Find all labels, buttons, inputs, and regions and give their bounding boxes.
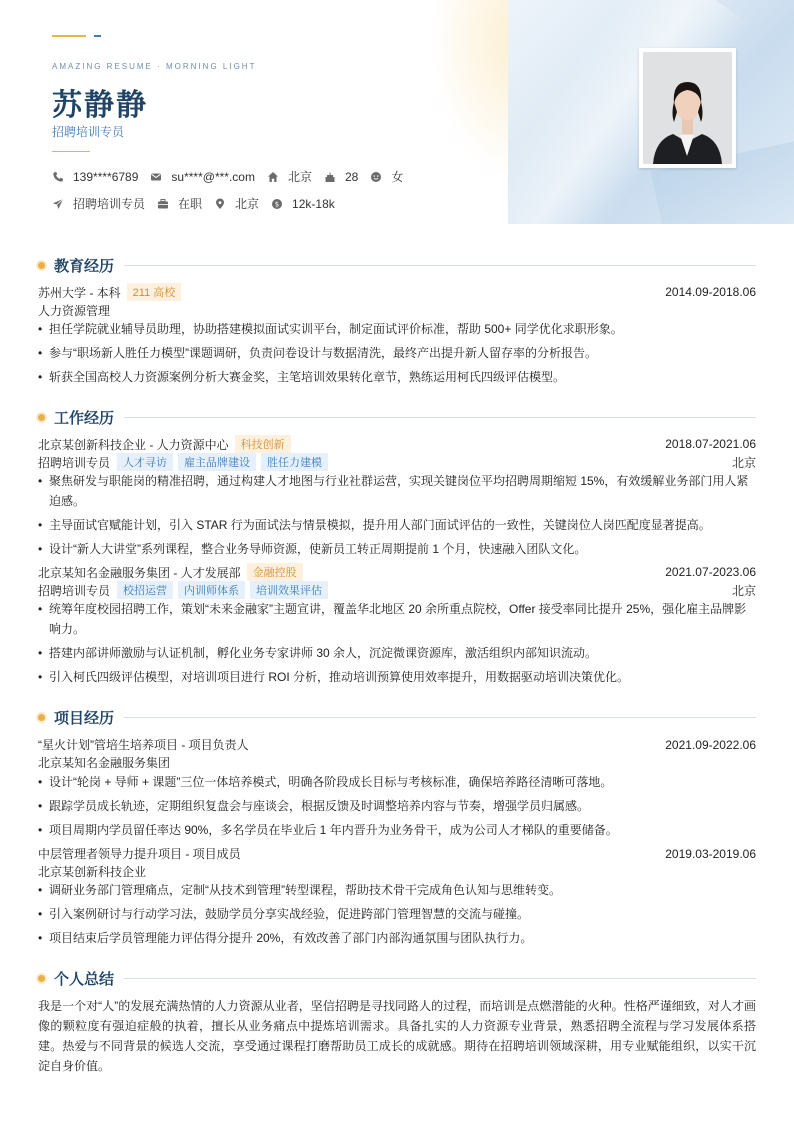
project-org: 北京某知名金融服务集团 [38, 756, 171, 770]
list-item: • 项目周期内学员留任率达 90%，多名学员在毕业后 1 年内晋升为业务骨干，成为公司人才梯队的重要储备。 [38, 820, 756, 840]
list-item: • 聚焦研发与职能岗的精准招聘，通过构建人才地图与行业社群运营，实现关键岗位平均招聘周期缩短 15%，有效缓解业务部门用人紧 迫感。 [38, 471, 756, 511]
job-city: 北京 [731, 583, 756, 598]
school-name: 苏州大学 - 本科 [38, 285, 121, 300]
hometown-item [267, 168, 312, 185]
job-header-line [38, 435, 756, 453]
job-title: 招聘培训专员 [52, 125, 125, 139]
intent-position-text: 招聘培训专员 [73, 197, 146, 211]
job-dates: 2018.07-2021.06 [665, 437, 756, 451]
education-major-line [38, 302, 756, 319]
education-dates: 2014.09-2018.06 [665, 285, 756, 299]
project-org-line [38, 863, 756, 880]
job-role-line [38, 581, 756, 599]
status-item [157, 195, 202, 212]
project-org: 北京某创新科技企业 [38, 865, 147, 879]
intent-city-item [214, 195, 259, 212]
job-dates: 2021.07-2023.06 [665, 565, 756, 579]
candidate-name: 苏静静 [52, 89, 148, 122]
age-item [324, 170, 358, 184]
intent-city-text: 北京 [235, 197, 260, 211]
mail-icon [150, 171, 162, 183]
svg-text:$: $ [274, 200, 280, 209]
section-title: 教育经历 [54, 258, 115, 275]
section-education-heading [38, 255, 756, 276]
project-name: “星火计划”管培生培养项目 - 项目负责人 [38, 738, 249, 752]
skill-tag: 内训师体系 [178, 581, 245, 599]
job-intent-row [52, 195, 347, 212]
section-title: 个人总结 [54, 971, 115, 988]
section-projects-heading [38, 707, 756, 728]
gender-text: 女 [391, 170, 404, 184]
hometown-text: 北京 [287, 170, 312, 184]
skill-tag: 培训效果评估 [250, 581, 328, 599]
job-role: 招聘培训专员 [38, 583, 111, 598]
list-item: • 引入案例研讨与行动学习法，鼓励学员分享实战经验，促进跨部门管理智慧的交流与碰撞。 [38, 904, 756, 924]
list-item: • 项目结束后学员管理能力评估得分提升 20%，有效改善了部门内部沟通氛围与团队执行力。 [38, 928, 756, 948]
skill-tag: 人才寻访 [117, 453, 173, 471]
email-item [150, 170, 255, 184]
job-city: 北京 [731, 455, 756, 470]
contact-row [52, 168, 415, 185]
gender-icon [370, 171, 382, 183]
section-dot [38, 975, 45, 982]
profile-photo-frame [639, 48, 736, 168]
phone-item [52, 170, 138, 184]
skill-tag: 雇主品牌建设 [178, 453, 256, 471]
salary-text: 12k-18k [292, 196, 335, 211]
section-title: 工作经历 [54, 410, 115, 427]
company-tag: 金融控股 [247, 563, 303, 581]
project-header-line [38, 845, 756, 862]
project-dates: 2019.03-2019.06 [665, 846, 756, 861]
job-role: 招聘培训专员 [38, 455, 111, 470]
skill-tag: 校招运营 [117, 581, 173, 599]
list-item: • 参与“职场新人胜任力模型”课题调研，负责问卷设计与数据清洗，最终产出提升新人留存率的分析报告。 [38, 343, 756, 363]
location-icon [214, 198, 226, 210]
list-item: • 引入柯氏四级评估模型，对培训项目进行 ROI 分析，推动培训预算使用效率提升，用数据驱动培训决策优化。 [38, 667, 756, 687]
job-role-line [38, 453, 756, 471]
profile-photo [643, 52, 732, 164]
project-dates: 2021.09-2022.06 [665, 737, 756, 752]
section-dot [38, 262, 45, 269]
decor-line [52, 35, 86, 37]
section-rule [124, 417, 756, 418]
list-item: • 跟踪学员成长轨迹，定期组织复盘会与座谈会，根据反馈及时调整培养内容与节奏，增强学员归属感。 [38, 796, 756, 816]
company-name: 北京某创新科技企业 - 人力资源中心 [38, 437, 229, 452]
cake-icon [324, 171, 336, 183]
company-tag: 科技创新 [235, 435, 291, 453]
section-summary-heading [38, 968, 756, 989]
section-work-heading [38, 407, 756, 428]
job-header-line [38, 563, 756, 581]
section-rule [124, 265, 756, 266]
home-icon [267, 171, 279, 183]
list-item: • 设计“轮岗 + 导师 + 课题”三位一体培养模式，明确各阶段成长目标与考核标准，确保培养路径清晰可落地。 [38, 772, 756, 792]
education-header-line [38, 283, 756, 301]
phone-icon [52, 171, 64, 183]
list-item: • 调研业务部门管理痛点，定制“从技术到管理”转型课程，帮助技术骨干完成角色认知与思维转变。 [38, 880, 756, 900]
summary-text: 我是一个对“人”的发展充满热情的人力资源从业者，坚信招聘是寻找同路人的过程，而培训是点燃潜能的火种。性格严谨细致，对人才画像的颗粒度有强迫症般的执着，擅长从业务痛点中提炼培训需求。具备扎实的人力资源专业背景，熟悉招聘全流程与学习发展体系搭建。热爱与不同背景的候选人交流，享受通过课程打磨帮助员工成长的成就感。期待在招聘培训领域深耕，用专业赋能组织，以实干沉淀自身价值。 [38, 999, 756, 1073]
project-header-line [38, 736, 756, 753]
salary-item [271, 197, 335, 211]
section-dot [38, 414, 45, 421]
skill-tag: 胜任力建模 [261, 453, 328, 471]
age-text: 28 [344, 169, 359, 184]
school-tag: 211 高校 [127, 283, 182, 301]
section-title: 项目经历 [54, 710, 115, 727]
phone-text: 139****6789 [73, 169, 139, 184]
company-name: 北京某知名金融服务集团 - 人才发展部 [38, 565, 241, 580]
project-name: 中层管理者领导力提升项目 - 项目成员 [38, 847, 241, 861]
tagline: AMAZING RESUME · MORNING LIGHT [52, 62, 257, 71]
list-item: • 搭建内部讲师激励与认证机制，孵化业务专家讲师 30 余人，沉淀微课资源库，激活组织内部知识流动。 [38, 643, 756, 663]
email-text: su****@***.com [171, 169, 255, 184]
list-item: • 设计“新人大讲堂”系列课程，整合业务导师资源，使新员工转正周期提前 1 个月，快速融入团队文化。 [38, 539, 756, 559]
salary-icon [271, 198, 283, 210]
briefcase-icon [157, 198, 169, 210]
section-rule [124, 717, 756, 718]
gender-item [370, 168, 403, 185]
status-text: 在职 [178, 197, 203, 211]
list-item: • 担任学院就业辅导员助理，协助搭建模拟面试实训平台，制定面试评价标准，帮助 500+ 同学优化求职形象。 [38, 319, 756, 339]
intent-position-item [52, 195, 145, 212]
section-rule [124, 978, 756, 979]
decor-line [52, 151, 90, 152]
send-icon [52, 198, 64, 210]
list-item: • 统筹年度校园招聘工作，策划“未来金融家”主题宣讲，覆盖华北地区 20 余所重点院校，Offer 接受率同比提升 25%，强化雇主品牌影 响力。 [38, 599, 756, 639]
decor-line [94, 35, 101, 37]
section-dot [38, 714, 45, 721]
list-item: • 主导面试官赋能计划，引入 STAR 行为面试法与情景模拟，提升用人部门面试评估的一致性，关键岗位人岗匹配度显著提高。 [38, 515, 756, 535]
list-item: • 斩获全国高校人力资源案例分析大赛金奖，主笔培训效果转化章节，熟练运用柯氏四级评估模型。 [38, 367, 756, 387]
project-org-line [38, 754, 756, 771]
resume-header [0, 0, 794, 224]
major: 人力资源管理 [38, 304, 111, 318]
